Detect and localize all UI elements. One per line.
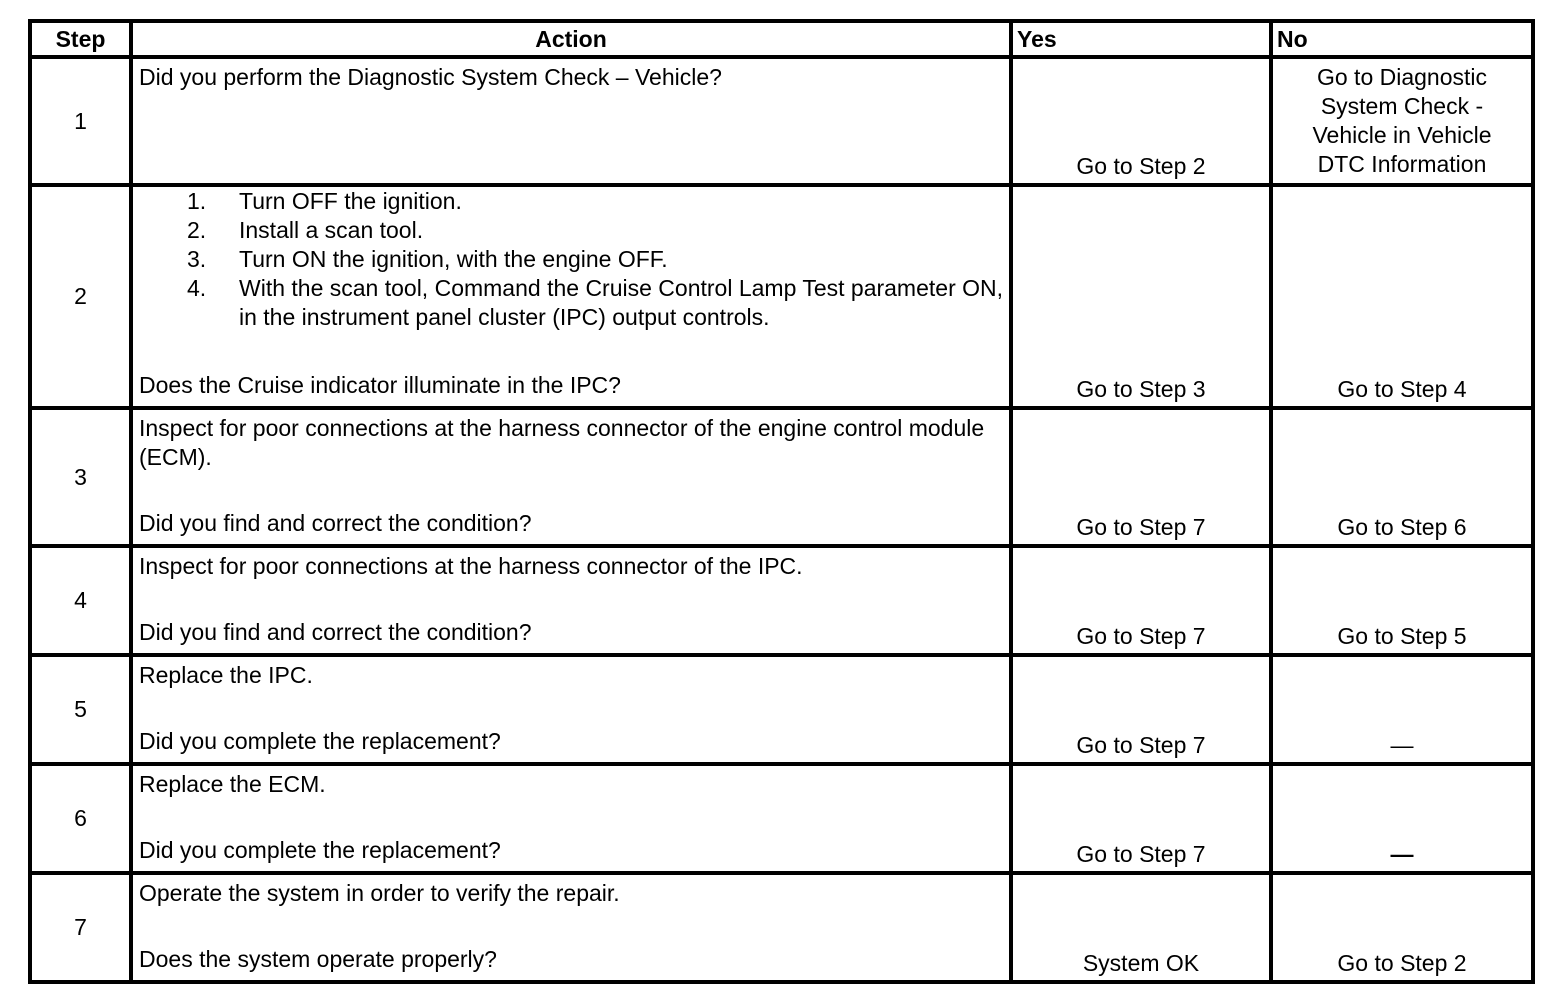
yes-result: Go to Step 7 [1076,623,1206,649]
action-text: Did you perform the Diagnostic System Check – Vehicle? [139,64,722,90]
no-cell [1271,57,1533,185]
no-cell [1271,764,1533,873]
step-number: 6 [30,764,131,873]
yes-cell [1011,185,1271,408]
yes-cell [1011,873,1271,982]
header-action: Action [131,21,1011,57]
yes-result: Go to Step 7 [1076,732,1206,758]
step-number: 5 [30,655,131,764]
substep-text: Turn OFF the ignition. [239,188,462,214]
table-row [30,764,1533,873]
table-row [30,546,1533,655]
question-text: Did you find and correct the condition? [139,619,532,645]
action-text: Replace the IPC. [139,662,313,688]
header-row [30,21,1533,57]
substep-text: Install a scan tool. [239,217,424,243]
header-step: Step [30,21,131,57]
yes-cell [1011,764,1271,873]
action-text: Operate the system in order to verify the repair. [139,880,620,906]
action-cell [131,764,1011,873]
substep-text: With the scan tool, Command the Cruise Control Lamp Test parameter ON, in the instrument panel cluster (IPC) output controls. [239,275,1004,330]
step-number: 2 [30,185,131,408]
action-cell [131,546,1011,655]
question-text: Did you complete the replacement? [139,837,501,863]
no-cell [1271,873,1533,982]
step-number: 7 [30,873,131,982]
substep-text: Turn ON the ignition, with the engine OFF. [239,246,668,272]
yes-cell [1011,546,1271,655]
question-text: Did you find and correct the condition? [139,510,532,536]
yes-result: System OK [1082,950,1200,976]
action-cell [131,57,1011,185]
action-cell [131,408,1011,546]
yes-result: Go to Step 7 [1076,514,1206,540]
question-text: Does the system operate properly? [139,946,497,972]
substep-number: 2. [187,217,207,243]
table-row [30,57,1533,185]
action-cell [131,655,1011,764]
no-result: Go to Diagnostic System Check - Vehicle in Vehicle DTC Information [1312,64,1492,177]
no-result: Go to Step 5 [1337,623,1467,649]
no-cell [1271,185,1533,408]
no-result: Go to Step 2 [1337,950,1467,976]
question-text: Did you complete the replacement? [139,728,501,754]
no-result: Go to Step 6 [1337,514,1467,540]
substep-number: 1. [187,188,207,214]
step-number: 1 [30,57,131,185]
yes-result: Go to Step 3 [1076,376,1206,402]
list-item [139,216,1003,245]
diagnostic-table [28,19,1535,984]
step-number: 4 [30,546,131,655]
no-cell [1271,655,1533,764]
action-text: Replace the ECM. [139,771,326,797]
no-result: — [1390,732,1414,758]
table-row [30,408,1533,546]
list-item [139,274,1003,332]
table-row [30,185,1533,408]
step-number: 3 [30,408,131,546]
table-row [30,655,1533,764]
table-row [30,873,1533,982]
no-cell [1271,408,1533,546]
header-yes: Yes [1011,21,1271,57]
question-text: Does the Cruise indicator illuminate in the IPC? [139,372,621,398]
no-result: — [1390,841,1414,867]
action-text: Inspect for poor connections at the harness connector of the engine control module (ECM). [139,415,985,470]
action-cell [131,185,1011,408]
no-cell [1271,546,1533,655]
yes-cell [1011,57,1271,185]
yes-cell [1011,408,1271,546]
substep-number: 4. [187,275,207,301]
no-result: Go to Step 4 [1337,376,1467,402]
yes-cell [1011,655,1271,764]
action-text: Inspect for poor connections at the harness connector of the IPC. [139,553,803,579]
header-no: No [1271,21,1533,57]
list-item [139,245,1003,274]
action-cell [131,873,1011,982]
yes-result: Go to Step 7 [1076,841,1206,867]
yes-result: Go to Step 2 [1076,153,1206,179]
substep-number: 3. [187,246,207,272]
substep-list [139,187,1003,332]
list-item [139,187,1003,216]
